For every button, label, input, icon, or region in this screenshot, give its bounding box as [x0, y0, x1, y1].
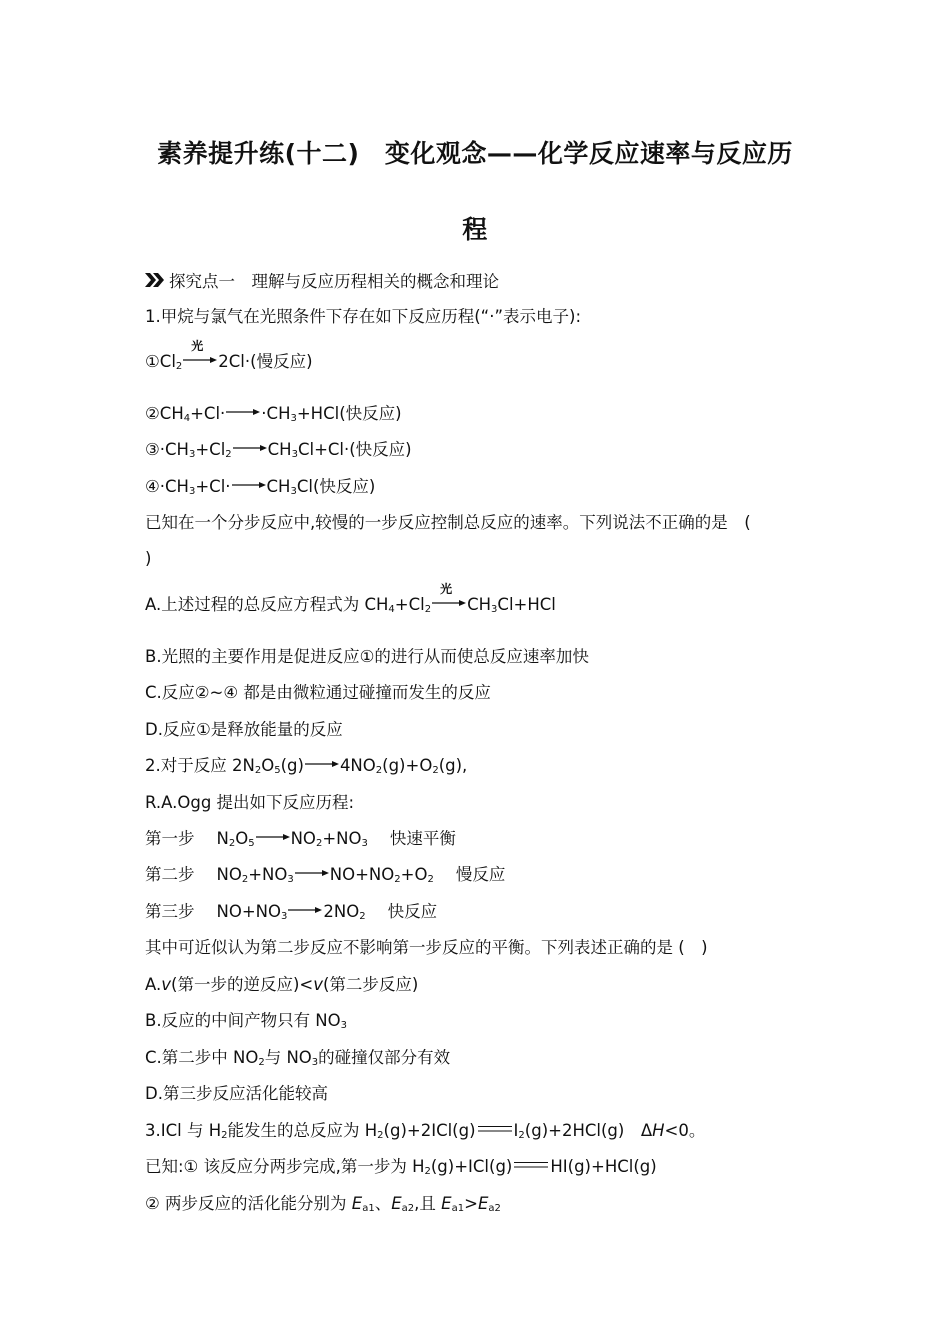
arrow-icon [295, 867, 329, 879]
arrow-icon [232, 479, 266, 491]
double-chevron-icon [145, 273, 165, 287]
light-arrow-icon: 光 [432, 597, 466, 609]
light-arrow-icon: 光 [183, 354, 217, 366]
q3-known-1: 已知:① 该反应分两步完成,第一步为 $H_2(g)+ICl(g)$ HI(g)+HCl(g) [145, 1157, 657, 1177]
q2-option-a[interactable]: A.v(第一步的逆反应)<v(第二步反应) [145, 975, 419, 994]
page-title-continued: 程 [462, 215, 488, 244]
q2-step-2: 第二步 $NO_2+NO_3$ $NO+NO_2+O_2$ 慢反应 [145, 865, 506, 885]
q3-known-2: ② 两步反应的活化能分别为 $E_{a1}$、$E_{a2}$,且 $E_{a1}>E_{a2}$ [145, 1194, 501, 1214]
page-title: 素养提升练(十二) 变化观念——化学反应速率与反应历 [157, 139, 793, 168]
q2-option-b[interactable]: B.反应的中间产物只有 $NO_3$ [145, 1011, 348, 1031]
q1-option-c[interactable]: C.反应②~④ 都是由微粒通过碰撞而发生的反应 [145, 683, 491, 702]
arrow-icon [233, 442, 267, 454]
arrow-icon [305, 758, 339, 770]
equals-sign-icon [478, 1125, 512, 1133]
section-label: 探究点一 理解与反应历程相关的概念和理论 [169, 272, 499, 291]
q1-prompt-close: ) [145, 549, 152, 568]
q2-option-c[interactable]: C.第二步中 $NO_2$与 $NO_3$的碰撞仅部分有效 [145, 1048, 451, 1068]
q1-option-d[interactable]: D.反应①是释放能量的反应 [145, 720, 343, 739]
q2-step-1: 第一步 $N_2O_5$ $NO_2+NO_3$ 快速平衡 [145, 829, 456, 849]
q1-option-b[interactable]: B.光照的主要作用是促进反应①的进行从而使总反应速率加快 [145, 647, 589, 666]
q1-reaction-3: $③\cdot CH_3+Cl_2$ $CH_3Cl+Cl\cdot$(快反应) [145, 440, 412, 460]
q3-stem: 3.ICl 与 $H_2$能发生的总反应为 $H_2(g)+2ICl(g)$ $I_2(g)+2HCl(g)$ ΔH<0。 [145, 1121, 706, 1141]
q2-stem: 2.对于反应 $2N_2O_5(g)$ $4NO_2(g)+O_2(g)$, [145, 756, 468, 776]
q1-reaction-4: $④\cdot CH_3+Cl\cdot$ $CH_3Cl$(快反应) [145, 477, 376, 497]
q1-reaction-1: $①Cl_2$ 光 2Cl·(慢反应) [145, 339, 313, 372]
q2-step-3: 第三步 $NO+NO_3$ $2NO_2$ 快反应 [145, 902, 438, 922]
q1-stem: 1.甲烷与氯气在光照条件下存在如下反应历程(“·”表示电子): [145, 307, 582, 326]
arrow-icon [256, 831, 290, 843]
q1-option-a[interactable]: A.上述过程的总反应方程式为 $CH_4+Cl_2$ 光 $CH_3Cl+HCl$ [145, 582, 556, 615]
q1-prompt: 已知在一个分步反应中,较慢的一步反应控制总反应的速率。下列说法不正确的是 ( [145, 513, 751, 532]
q1-reaction-2: $②CH_4+Cl\cdot$ $\cdot CH_3+HCl$(快反应) [145, 404, 402, 424]
equals-sign-icon [514, 1161, 548, 1169]
q2-author: R.A.Ogg 提出如下反应历程: [145, 793, 355, 812]
arrow-icon [226, 406, 260, 418]
arrow-icon [288, 904, 322, 916]
q2-prompt: 其中可近似认为第二步反应不影响第一步反应的平衡。下列表述正确的是 ( ) [145, 938, 708, 957]
q2-option-d[interactable]: D.第三步反应活化能较高 [145, 1084, 328, 1103]
section-heading [145, 268, 499, 292]
